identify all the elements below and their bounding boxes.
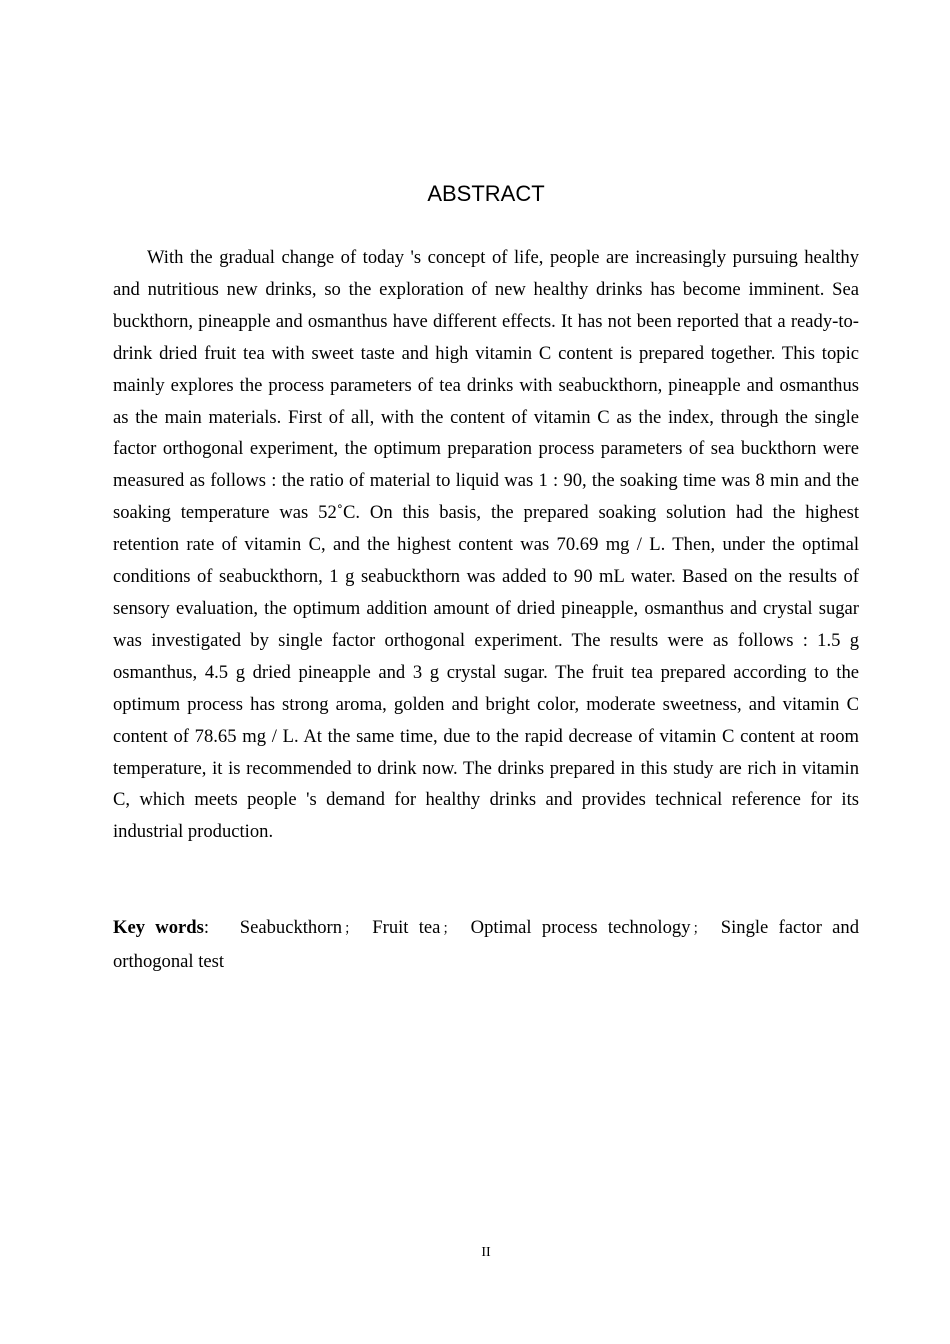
keyword-item: Optimal process technology	[470, 917, 691, 938]
keyword-separator: ；	[692, 921, 707, 937]
abstract-body	[113, 242, 859, 848]
keyword-separator: ；	[442, 921, 457, 937]
keywords-colon: :	[203, 917, 209, 938]
keyword-item: Single factor and orthogonal test	[113, 917, 859, 972]
page-number: II	[481, 1245, 491, 1260]
keyword-separator: ；	[344, 921, 359, 937]
keywords-line	[113, 912, 859, 978]
keyword-item: Seabuckthorn	[239, 917, 343, 938]
abstract-title: ABSTRACT	[427, 181, 545, 206]
keyword-item: Fruit tea	[372, 917, 441, 938]
keywords-label: Key words	[113, 917, 204, 938]
abstract-paragraph: With the gradual change of today 's concept of life, people are increasingly pursuing healthy and nutritious new drinks, so the exploration of new healthy drinks has become imminent. Sea buckthorn, pineapple and osmanthus have different effects. It has not been reported that a ready-to-drink dried fruit tea with sweet taste and high vitamin C content is prepared together. This topic mainly explores the process parameters of tea drinks with seabuckthorn, pineapple and osmanthus as the main materials. First of all, with the content of vitamin C as the index, through the single factor orthogonal experiment, the optimum preparation process parameters of sea buckthorn were measured as follows : the ratio of material to liquid was 1 : 90, the soaking time was 8 min and the soaking temperature was 52˚C. On this basis, the prepared soaking solution had the highest retention rate of vitamin C, and the highest content was 70.69 mg / L. Then, under the optimal conditions of seabuckthorn, 1 g seabuckthorn was added to 90 mL water. Based on the results of sensory evaluation, the optimum addition amount of dried pineapple, osmanthus and crystal sugar was investigated by single factor orthogonal experiment. The results were as follows : 1.5 g osmanthus, 4.5 g dried pineapple and 3 g crystal sugar. The fruit tea prepared according to the optimum process has strong aroma, golden and bright color, moderate sweetness, and vitamin C content of 78.65 mg / L. At the same time, due to the rapid decrease of vitamin C content at room temperature, it is recommended to drink now. The drinks prepared in this study are rich in vitamin C, which meets people 's demand for healthy drinks and provides technical reference for its industrial production.	[113, 247, 859, 843]
